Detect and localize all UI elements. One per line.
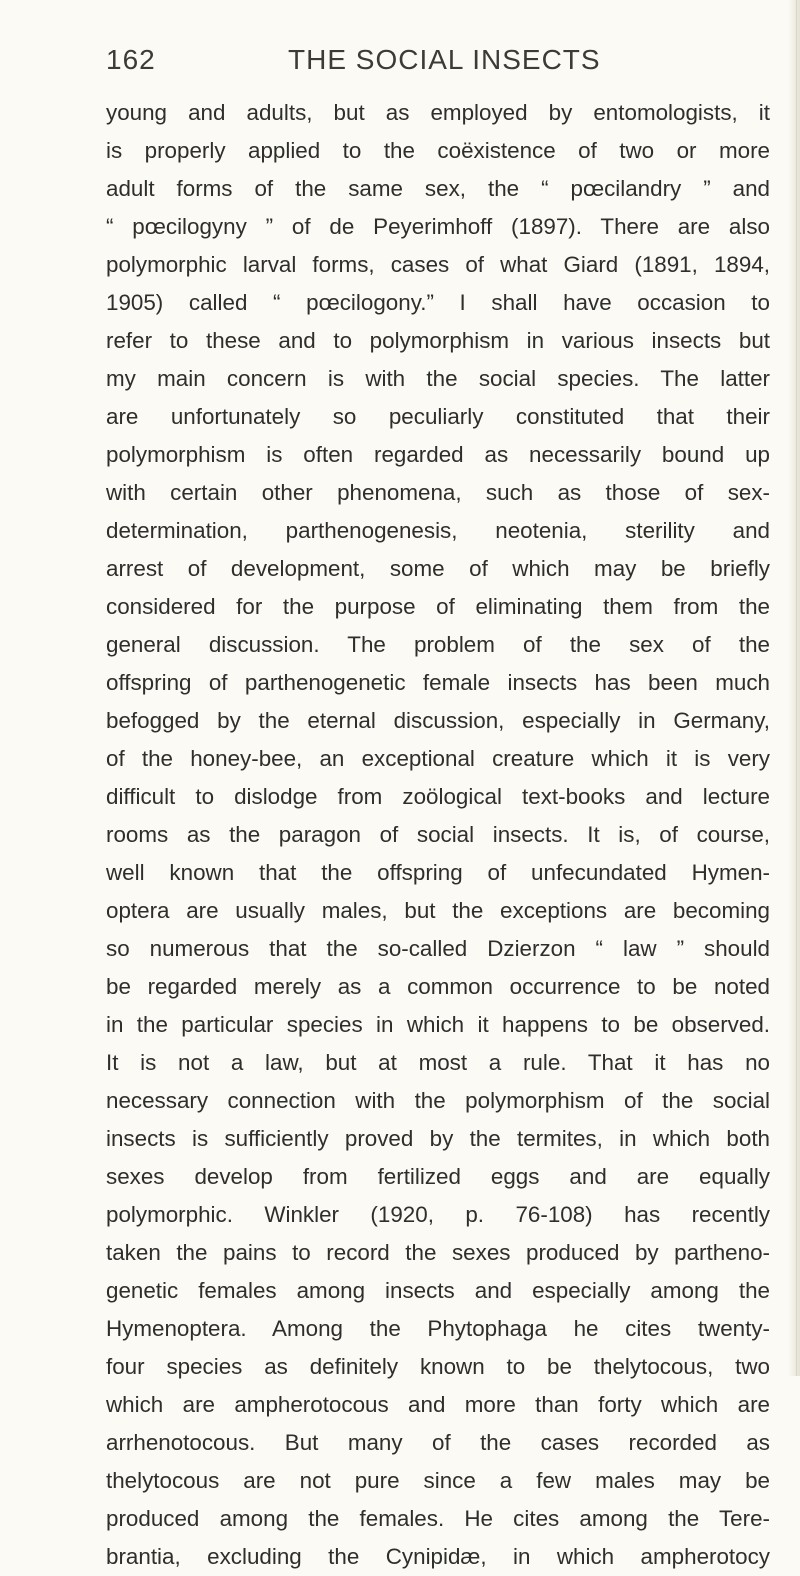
- text-line: determination, parthenogenesis, neotenia, sterility and: [106, 518, 770, 543]
- text-line: be regarded merely as a common occurrence to be noted: [106, 974, 770, 999]
- text-line: four species as definitely known to be thelytocous, two: [106, 1354, 770, 1379]
- text-line: insects is sufficiently proved by the termites, in which both: [106, 1126, 770, 1151]
- text-line: rooms as the paragon of social insects. It is, of course,: [106, 822, 770, 847]
- body-text: [106, 94, 770, 1576]
- text-line: considered for the purpose of eliminating them from the: [106, 594, 770, 619]
- text-line: brantia, excluding the Cynipidæ, in which ampherotocy: [106, 1544, 770, 1569]
- text-line: polymorphism is often regarded as necessarily bound up: [106, 442, 770, 467]
- running-head: [106, 44, 706, 84]
- text-line: It is not a law, but at most a rule. That it has no: [106, 1050, 770, 1075]
- text-line: arrhenotocous. But many of the cases recorded as: [106, 1430, 770, 1455]
- text-line: well known that the offspring of unfecundated Hymen-: [106, 860, 770, 885]
- text-line: thelytocous are not pure since a few males may be: [106, 1468, 770, 1493]
- text-line: arrest of development, some of which may be briefly: [106, 556, 770, 581]
- text-line: refer to these and to polymorphism in various insects but: [106, 328, 770, 353]
- text-line: sexes develop from fertilized eggs and are equally: [106, 1164, 770, 1189]
- page-edge-line: [796, 0, 797, 1376]
- text-line: are unfortunately so peculiarly constituted that their: [106, 404, 770, 429]
- text-line: optera are usually males, but the exceptions are becoming: [106, 898, 770, 923]
- page-number: 162: [106, 44, 156, 75]
- text-line: necessary connection with the polymorphism of the social: [106, 1088, 770, 1113]
- text-line: in the particular species in which it happens to be observed.: [106, 1012, 770, 1037]
- text-line: with certain other phenomena, such as those of sex-: [106, 480, 770, 505]
- text-line: 1905) called “ pœcilogony.” I shall have occasion to: [106, 290, 770, 315]
- text-line: of the honey-bee, an exceptional creature which it is very: [106, 746, 770, 771]
- text-line: produced among the females. He cites among the Tere-: [106, 1506, 770, 1531]
- text-line: offspring of parthenogenetic female insects has been much: [106, 670, 770, 695]
- text-line: which are ampherotocous and more than forty which are: [106, 1392, 770, 1417]
- text-line: so numerous that the so-called Dzierzon “ law ” should: [106, 936, 770, 961]
- text-line: polymorphic. Winkler (1920, p. 76-108) has recently: [106, 1202, 770, 1227]
- text-line: my main concern is with the social species. The latter: [106, 366, 770, 391]
- text-line: “ pœcilogyny ” of de Peyerimhoff (1897). There are also: [106, 214, 770, 239]
- text-line: young and adults, but as employed by entomologists, it: [106, 100, 770, 125]
- page-edge: [788, 0, 800, 1376]
- text-line: polymorphic larval forms, cases of what Giard (1891, 1894,: [106, 252, 770, 277]
- text-line: general discussion. The problem of the sex of the: [106, 632, 770, 657]
- text-line: Hymenoptera. Among the Phytophaga he cites twenty-: [106, 1316, 770, 1341]
- text-line: difficult to dislodge from zoölogical text-books and lecture: [106, 784, 770, 809]
- running-title: THE SOCIAL INSECTS: [288, 44, 601, 75]
- text-line: befogged by the eternal discussion, especially in Germany,: [106, 708, 770, 733]
- text-line: adult forms of the same sex, the “ pœcilandry ” and: [106, 176, 770, 201]
- text-line: genetic females among insects and especially among the: [106, 1278, 770, 1303]
- text-line: taken the pains to record the sexes produced by partheno-: [106, 1240, 770, 1265]
- text-line: is properly applied to the coëxistence of two or more: [106, 138, 770, 163]
